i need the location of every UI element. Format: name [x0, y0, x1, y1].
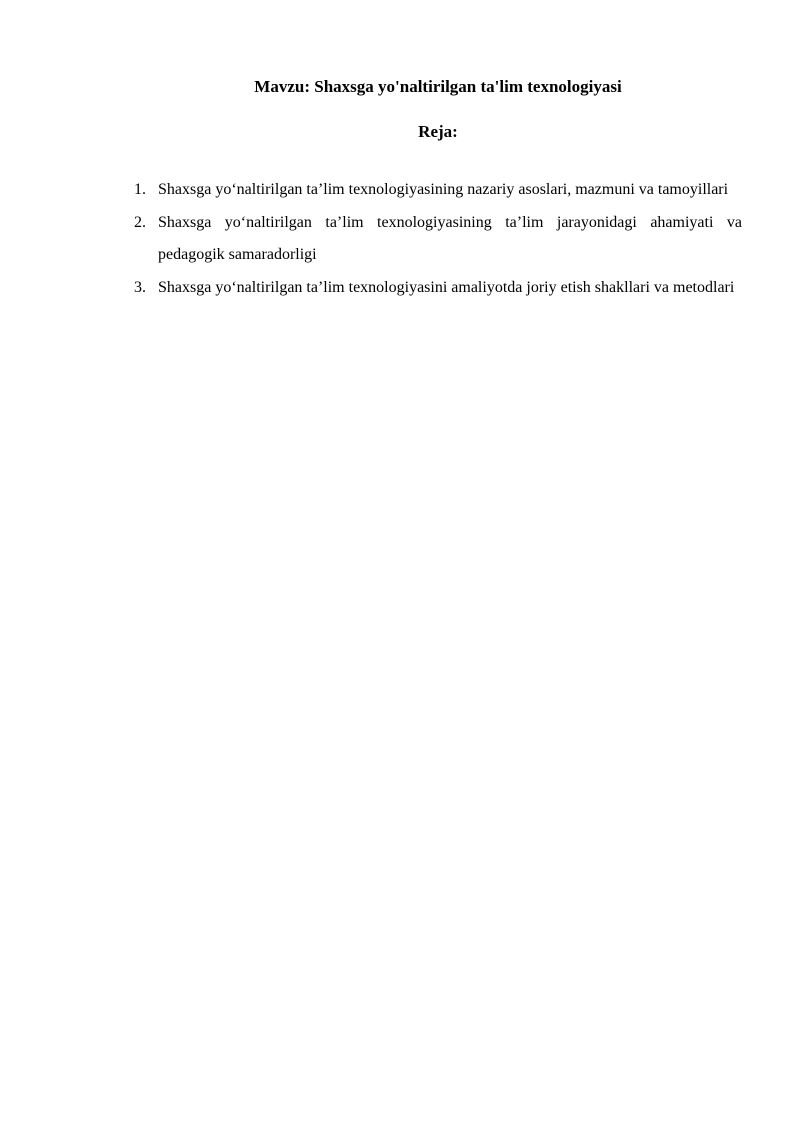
plan-item-number: 1. — [134, 181, 146, 198]
plan-item — [130, 207, 742, 272]
plan-item — [130, 174, 742, 207]
plan-item — [130, 272, 742, 305]
plan-heading: Reja: — [418, 122, 458, 141]
document-title: Mavzu: Shaxsga yo'naltirilgan ta'lim texnologiyasi — [254, 77, 622, 96]
plan-item-text: Shaxsga yo‘naltirilgan ta’lim texnologiyasini amaliyotda joriy etish shakllari va metodlari — [158, 278, 735, 296]
plan-item-number: 3. — [134, 278, 146, 296]
plan-item-text: Shaxsga yo‘naltirilgan ta’lim texnologiyasining ta’lim jarayonidagi ahamiyati va pedagogik samaradorligi — [158, 213, 742, 263]
plan-item-number: 2. — [134, 213, 146, 231]
plan-item-text: Shaxsga yo‘naltirilgan ta’lim texnologiyasining nazariy asoslari, mazmuni va tamoyillari — [158, 181, 729, 198]
plan-list — [130, 174, 742, 304]
